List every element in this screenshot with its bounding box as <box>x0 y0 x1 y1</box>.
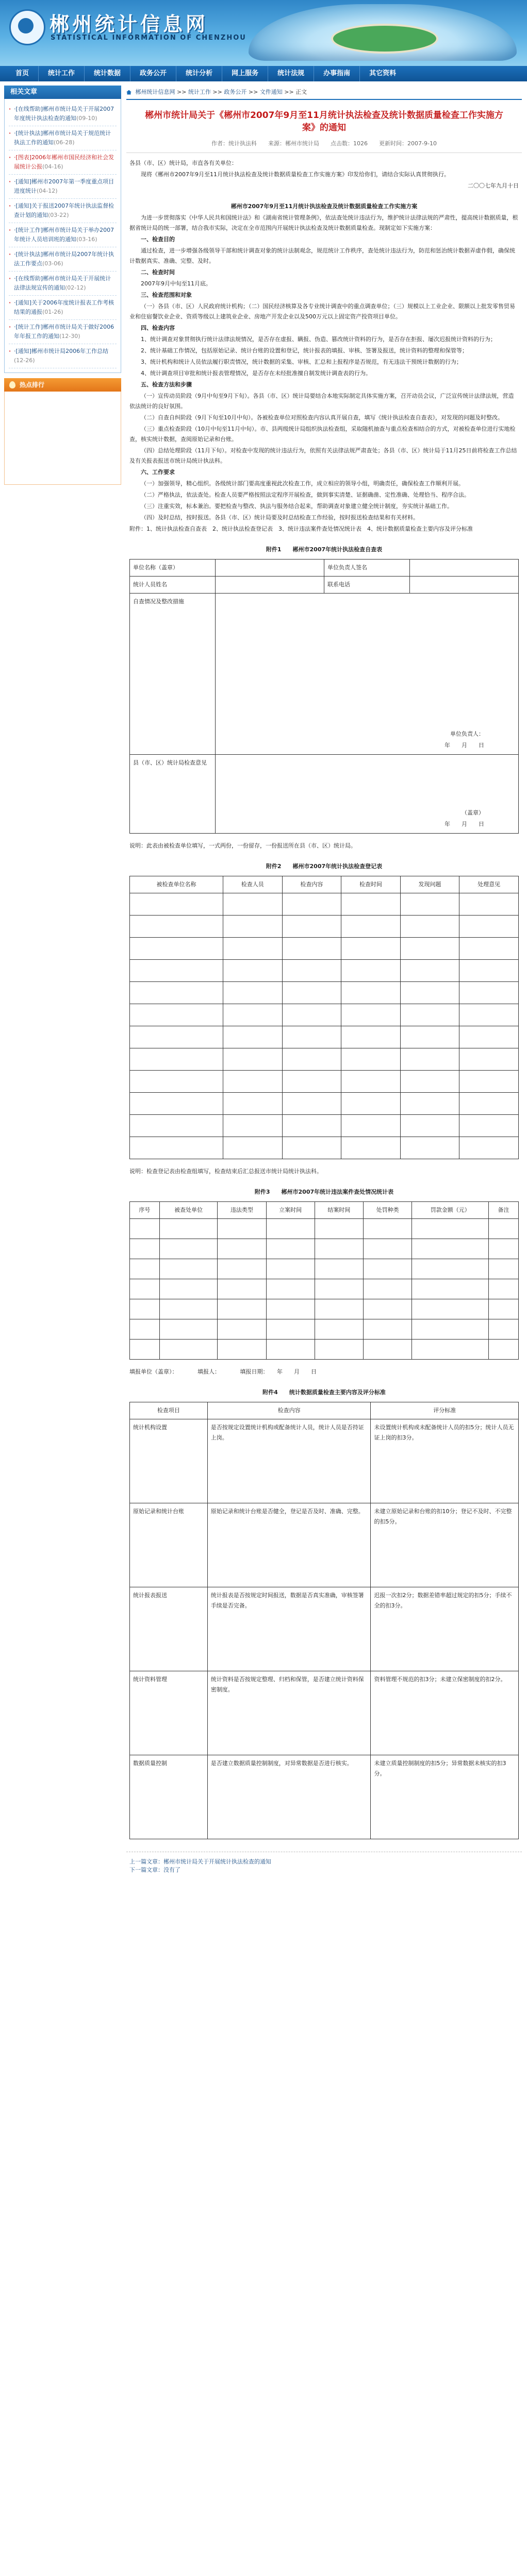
form1-cell-value <box>215 560 324 577</box>
main-nav <box>0 66 527 81</box>
table-row <box>130 1048 519 1071</box>
table-row <box>130 1503 519 1587</box>
form1-cell-value <box>215 755 518 834</box>
form1-cell-label: 自查情况及整改措施 <box>130 594 216 755</box>
form4-content: 是否按规定设置统计机构或配备统计人员，统计人员是否持证上岗。 <box>207 1419 371 1503</box>
article-paragraph: （一）各县（市、区）人民政府统计机构；（二）国民经济核算及各专业统计调查中的重点调查单位；（三）规模以上工业企业、限额以上批发零售贸易业和住宿餐饮业企业、资质等级以上建筑业企业、房地产开发企业以及500万元以上固定资产投资项目单位。 <box>129 303 515 320</box>
table-row <box>130 982 519 1004</box>
related-article-item[interactable] <box>9 150 117 175</box>
article-title: 郴州市统计局关于《郴州市2007年9月至11月统计执法检查及统计数据质量检查工作实施方案》的通知 <box>145 110 503 133</box>
table-row <box>130 1279 519 1299</box>
form3-col-header: 罚款金额（元） <box>412 1202 489 1219</box>
form4-content: 统计报表是否按规定时间报送，数据是否真实准确，审核签署手续是否完备。 <box>207 1587 371 1671</box>
hot-ranking-label: 热点排行 <box>20 381 45 388</box>
form1-cell-label: 统计人员姓名 <box>130 577 216 594</box>
related-article-item[interactable] <box>9 199 117 223</box>
table-row <box>130 1671 519 1755</box>
nav-item-data[interactable]: 统计数据 <box>85 66 130 81</box>
table-row <box>130 1004 519 1026</box>
form4-item: 统计报表报送 <box>130 1587 208 1671</box>
form2-title: 附件2 郴州市2007年统计执法检查登记表 <box>266 863 383 870</box>
form1-title: 附件1 郴州市2007年统计执法检查自查表 <box>266 546 383 553</box>
table-row <box>130 1340 519 1360</box>
table-row <box>130 1755 519 1839</box>
sidebar <box>0 81 121 1879</box>
related-articles-heading: 相关文章 <box>4 86 121 99</box>
related-article-date: (06-28) <box>54 139 75 146</box>
related-article-date: (03-06) <box>42 260 63 267</box>
form4-content: 统计资料是否按规定整理、归档和保管，是否建立统计资料保密制度。 <box>207 1671 371 1755</box>
form4-content: 是否建立数据质量控制制度，对异常数据是否进行核实。 <box>207 1755 371 1839</box>
article-paragraph: 2、统计基础工作情况，包括原始记录、统计台账的设置和登记，统计报表的填报、审核、签署及报送，统计资料的整理和保管等； <box>141 347 468 354</box>
form4-col-header: 检查项目 <box>130 1402 208 1419</box>
breadcrumb-work[interactable]: 统计工作 <box>188 89 211 95</box>
related-article-date: (01-26) <box>42 309 63 315</box>
article-paragraph: （三）注重实效，标本兼治。要把检查与整改、执法与服务结合起来，帮助调查对象建立健全统计制度，夯实统计基础工作。 <box>141 503 453 510</box>
related-article-date: (09-10) <box>76 115 97 122</box>
form4-item: 统计资料管理 <box>130 1671 208 1755</box>
breadcrumb-home[interactable]: 郴州统计信息网 <box>135 89 175 95</box>
nav-item-service[interactable]: 网上服务 <box>222 66 268 81</box>
table-row <box>130 1115 519 1137</box>
breadcrumb-current: 正文 <box>295 89 307 95</box>
article-date: 二〇〇七年九月十日 <box>468 182 519 189</box>
article-section-heading: 三、检查范围和对象 <box>141 292 192 298</box>
related-article-link[interactable]: ·[在线帮助]郴州市统计局关于开展统计法律法规宣传的通知 <box>14 275 111 291</box>
nav-item-public[interactable]: 政务公开 <box>130 66 176 81</box>
form3-col-header: 结案时间 <box>315 1202 363 1219</box>
form2-col-header: 发现问题 <box>400 876 459 893</box>
related-article-link[interactable]: ·[通知]郴州市2007年第一季度重点项目进度统计 <box>14 178 114 194</box>
form4-score: 未建立质量控制制度的扣5分；异常数据未核实的扣3分。 <box>371 1755 519 1839</box>
article-paragraph: （二）严格执法，依法查处。检查人员要严格按照法定程序开展检查，做到事实清楚、证据确凿、定性准确、处理恰当、程序合法。 <box>141 492 470 498</box>
form2-col-header: 检查内容 <box>282 876 341 893</box>
prev-article-link[interactable]: 上一篇文章：郴州市统计局关于开展统计执法检查的通知 <box>129 1858 271 1865</box>
related-article-item[interactable] <box>9 223 117 247</box>
article-attachments: 附件：1、统计执法检查自查表 2、统计执法检查登记表 3、统计违法案件查处情况统计表 4、统计数据质量检查主要内容及评分标准 <box>129 526 473 532</box>
breadcrumb: 郴州统计信息网 >> 统计工作 >> 政务公开 >> 文件通知 >> 正文 <box>126 86 522 100</box>
site-logo-icon <box>9 9 45 45</box>
form1-cell-value <box>409 560 518 577</box>
related-article-link[interactable]: ·[通知]郴州市统计局2006年工作总结 <box>14 348 109 354</box>
related-article-date: (12-30) <box>59 333 80 340</box>
table-row <box>130 1026 519 1048</box>
table-row <box>130 916 519 938</box>
article-paragraph: （三）重点检查阶段（10月中旬至11月中旬）。市、县两级统计局组织执法检查组，采取随机抽查与重点检查相结合的方式，对被检查单位进行实地检查，核实统计数据，查阅原始记录和台账。 <box>129 426 516 443</box>
home-icon <box>126 90 131 95</box>
form1-sign <box>219 728 515 751</box>
table-row <box>130 1071 519 1093</box>
table-row <box>130 1137 519 1159</box>
related-article-date: (04-16) <box>42 163 63 170</box>
hot-ranking-heading <box>4 378 121 392</box>
article-paragraph: 4、统计调查项目审批和统计报表管理情况，是否存在未经批准擅自制发统计调查表的行为。 <box>141 370 371 377</box>
nav-item-analysis[interactable]: 统计分析 <box>176 66 222 81</box>
form3-col-header: 备注 <box>489 1202 519 1219</box>
related-article-item[interactable] <box>9 272 117 296</box>
form2-col-header: 处理意见 <box>459 876 519 893</box>
breadcrumb-notices[interactable]: 文件通知 <box>259 89 283 95</box>
article-body <box>126 153 522 1852</box>
form3-title: 附件3 郴州市2007年统计违法案件查处情况统计表 <box>254 1189 394 1195</box>
form1-cell-label: 单位负责人签名 <box>324 560 409 577</box>
nav-item-home[interactable]: 首页 <box>6 66 39 81</box>
form4-item: 原始记录和统计台账 <box>130 1503 208 1587</box>
form4-table <box>129 1402 519 1839</box>
article-paragraph: （二）自查自纠阶段（9月下旬至10月中旬）。各被检查单位对照检查内容认真开展自查，填写《统计执法检查自查表》，对发现的问题及时整改。 <box>141 414 503 421</box>
table-row <box>130 1319 519 1340</box>
form1-sign <box>219 807 515 830</box>
form4-score: 未设置统计机构或未配备统计人员的扣5分；统计人员无证上岗的扣3分。 <box>371 1419 519 1503</box>
related-article-date: (04-12) <box>37 188 58 194</box>
article-paragraph: 2007年9月中旬至11月底。 <box>141 280 211 287</box>
related-article-link[interactable]: ·[统计工作]郴州市统计局关于举办2007年统计人员培训班的通知 <box>14 227 114 243</box>
related-article-item[interactable] <box>9 102 117 126</box>
form1-date-label: 年 月 日 <box>444 821 484 827</box>
form1-sign-label: 单位负责人： <box>450 731 484 737</box>
related-article-item[interactable] <box>9 320 117 344</box>
table-row <box>130 1219 519 1239</box>
form4-title: 附件4 统计数据质量检查主要内容及评分标准 <box>262 1389 386 1396</box>
next-article-link[interactable]: 下一篇文章：没有了 <box>129 1867 180 1873</box>
article-section-heading: 二、检查时间 <box>141 269 175 276</box>
form1-table <box>129 559 519 834</box>
related-article-date: (12-26) <box>14 357 35 364</box>
related-article-date: (02-12) <box>65 284 86 291</box>
form2-col-header: 被检查单位名称 <box>130 876 223 893</box>
form4-score: 资料管理不规范的扣3分；未建立保密制度的扣2分。 <box>371 1671 519 1755</box>
related-article-date: (03-22) <box>48 212 69 218</box>
table-row <box>130 960 519 982</box>
related-article-link[interactable]: ·[统计执法]郴州市统计局关于规范统计执法工作的通知 <box>14 130 111 146</box>
article-pager <box>126 1852 522 1879</box>
table-row <box>130 560 519 577</box>
article-section-heading: 六、工作要求 <box>141 469 175 476</box>
table-row <box>130 1587 519 1671</box>
related-article-item[interactable] <box>9 247 117 272</box>
related-article-link[interactable]: ·[图表]2006年郴州市国民经济和社会发展统计公报 <box>14 154 114 170</box>
related-articles-list <box>4 99 121 373</box>
table-row <box>130 755 519 834</box>
hot-ranking-list <box>4 392 121 485</box>
site-header <box>0 0 527 66</box>
table-row <box>130 1093 519 1115</box>
form1-cell-value <box>215 594 518 755</box>
article-paragraph: （一）加强领导，精心组织。各级统计部门要高度重视此次检查工作，成立相应的领导小组，明确责任，确保检查工作顺利开展。 <box>141 480 464 487</box>
form1-cell-label: 县（市、区）统计局检查意见 <box>130 755 216 834</box>
article-section-heading: 四、检查内容 <box>141 325 175 331</box>
form3-col-header: 处罚种类 <box>364 1202 412 1219</box>
breadcrumb-public[interactable]: 政务公开 <box>224 89 247 95</box>
related-article-item[interactable] <box>9 296 117 320</box>
form1-note: 说明：此表由被检查单位填写，一式两份，一份留存，一份报送所在县（市、区）统计局。 <box>129 842 356 849</box>
article-subtitle: 郴州市2007年9月至11月统计执法检查及统计数据质量检查工作实施方案 <box>230 203 418 210</box>
table-row <box>130 1202 519 1219</box>
related-article-item[interactable] <box>9 126 117 150</box>
form4-content: 原始记录和统计台账是否健全，登记是否及时、准确、完整。 <box>207 1503 371 1587</box>
related-article-link[interactable]: ·[通知]关于报送2007年统计执法监督检查计划的通知 <box>14 202 114 218</box>
form4-col-header: 评分标准 <box>371 1402 519 1419</box>
related-article-date: (03-16) <box>76 236 97 243</box>
form1-cell-label: 联系电话 <box>324 577 409 594</box>
form3-col-header: 序号 <box>130 1202 160 1219</box>
article-section-heading: 一、检查目的 <box>141 236 175 243</box>
article-paragraph: 1、统计调查对象贯彻执行统计法律法规情况，是否存在虚报、瞒报、伪造、篡改统计资料的行为，是否存在拒报、屡次迟报统计资料的行为； <box>141 336 496 343</box>
related-article-item[interactable] <box>9 344 117 368</box>
table-row <box>130 594 519 755</box>
form3-col-header: 被查处单位 <box>159 1202 217 1219</box>
related-article-link[interactable]: ·[统计执法]郴州市统计局2007年统计执法工作要点 <box>14 251 114 267</box>
table-row <box>130 1259 519 1279</box>
form1-cell-label: 单位名称（盖章） <box>130 560 216 577</box>
article-paragraph: 现将《郴州市2007年9月至11月统计执法检查及统计数据质量检查工作实施方案》印发给你们，请结合实际认真贯彻执行。 <box>141 171 450 178</box>
table-row <box>130 1419 519 1503</box>
table-row <box>130 1299 519 1319</box>
related-article-link[interactable]: ·[统计工作]郴州市统计局关于做好2006年年报工作的通知 <box>14 324 114 340</box>
nav-item-work[interactable]: 统计工作 <box>39 66 85 81</box>
article-paragraph: 各县（市、区）统计局，市直各有关单位： <box>129 160 237 166</box>
form3-note: 填报单位（盖章）： 填报人： 填报日期： 年 月 日 <box>129 1368 317 1375</box>
related-article-link[interactable]: ·[在线帮助]郴州市统计局关于开展2007年度统计执法检查的通知 <box>14 106 114 122</box>
table-row <box>130 1239 519 1259</box>
form1-cell-value <box>215 577 324 594</box>
form4-score: 迟报一次扣2分；数据差错率超过规定的扣5分；手续不全的扣3分。 <box>371 1587 519 1671</box>
form2-note: 说明：检查登记表由检查组填写，检查结束后汇总报送市统计局统计执法科。 <box>129 1168 322 1175</box>
form3-col-header: 立案时间 <box>266 1202 315 1219</box>
table-row <box>130 876 519 893</box>
article-section-heading: 五、检查方法和步骤 <box>141 381 192 388</box>
form4-col-header: 检查内容 <box>207 1402 371 1419</box>
related-article-link[interactable]: ·[通知]关于2006年度统计报表工作考核结果的通报 <box>14 299 114 315</box>
form4-score: 未建立原始记录和台账的扣10分；登记不及时、不完整的扣5分。 <box>371 1503 519 1587</box>
form3-col-header: 违法类型 <box>218 1202 266 1219</box>
article-paragraph: （一）宣传动员阶段（9月中旬至9月下旬）。各县（市、区）统计局要结合本地实际制定具体实施方案，召开动员会议，广泛宣传统计法律法规，营造依法统计的良好氛围。 <box>129 393 514 410</box>
article-meta: 作者：统计执法科 来源：郴州市统计局 点击数：1026 更新时间：2007-9-10 <box>126 137 522 153</box>
article-paragraph: 通过检查，进一步增强各级领导干部和统计调查对象的统计法制观念，规范统计工作秩序，查处统计违法行为，防范和惩治统计数据弄虚作假，确保统计数据真实、准确、完整、及时。 <box>129 247 515 264</box>
form3-table <box>129 1201 519 1360</box>
form1-date-label: 年 月 日 <box>444 742 484 749</box>
main-column <box>121 81 527 1879</box>
content-area <box>0 81 527 1879</box>
site-subtitle: STATISTICAL INFORMATION OF CHENZHOU <box>51 34 246 42</box>
nav-item-law[interactable]: 统计法规 <box>268 66 314 81</box>
nav-item-guide[interactable]: 办事指南 <box>314 66 360 81</box>
article-paragraph: 3、统计机构和统计人员依法履行职责情况，统计数据的采集、审核、汇总和上报程序是否规范，有无违法干预统计数据的行为； <box>141 359 462 365</box>
related-article-item[interactable] <box>9 175 117 199</box>
table-row <box>130 577 519 594</box>
form4-item: 数据质量控制 <box>130 1755 208 1839</box>
table-row <box>130 1402 519 1419</box>
article-paragraph: （四）及时总结，按时报送。各县（市、区）统计局要及时总结检查工作经验，按时报送检查结果和有关材料。 <box>141 514 419 521</box>
form2-table <box>129 876 519 1159</box>
form2-col-header: 检查人员 <box>223 876 282 893</box>
form1-seal-label: （盖章） <box>462 809 484 816</box>
article-paragraph: （四）总结处理阶段（11月下旬）。对检查中发现的统计违法行为，依照有关法律法规严肃查处；各县（市、区）统计局于11月25日前将检查工作总结及有关报表报送市统计局统计执法科。 <box>129 447 517 464</box>
article-paragraph: 为进一步贯彻落实《中华人民共和国统计法》和《湖南省统计管理条例》，依法查处统计违法行为，维护统计法律法规的严肃性，提高统计数据质量，根据省统计局的统一部署，结合我市实际，决定在全市范围内开展统计执法检查及统计数据质量检查。现制定如下实施方案： <box>129 214 518 231</box>
site-title: 郴州统计信息网 <box>50 13 209 36</box>
fire-icon <box>9 381 15 388</box>
nav-item-other[interactable]: 其它资料 <box>369 70 397 77</box>
form4-item: 统计机构设置 <box>130 1419 208 1503</box>
form1-cell-value <box>409 577 518 594</box>
table-row <box>130 893 519 916</box>
table-row <box>130 938 519 960</box>
form2-col-header: 检查时间 <box>341 876 401 893</box>
header-banner-image <box>249 4 517 61</box>
